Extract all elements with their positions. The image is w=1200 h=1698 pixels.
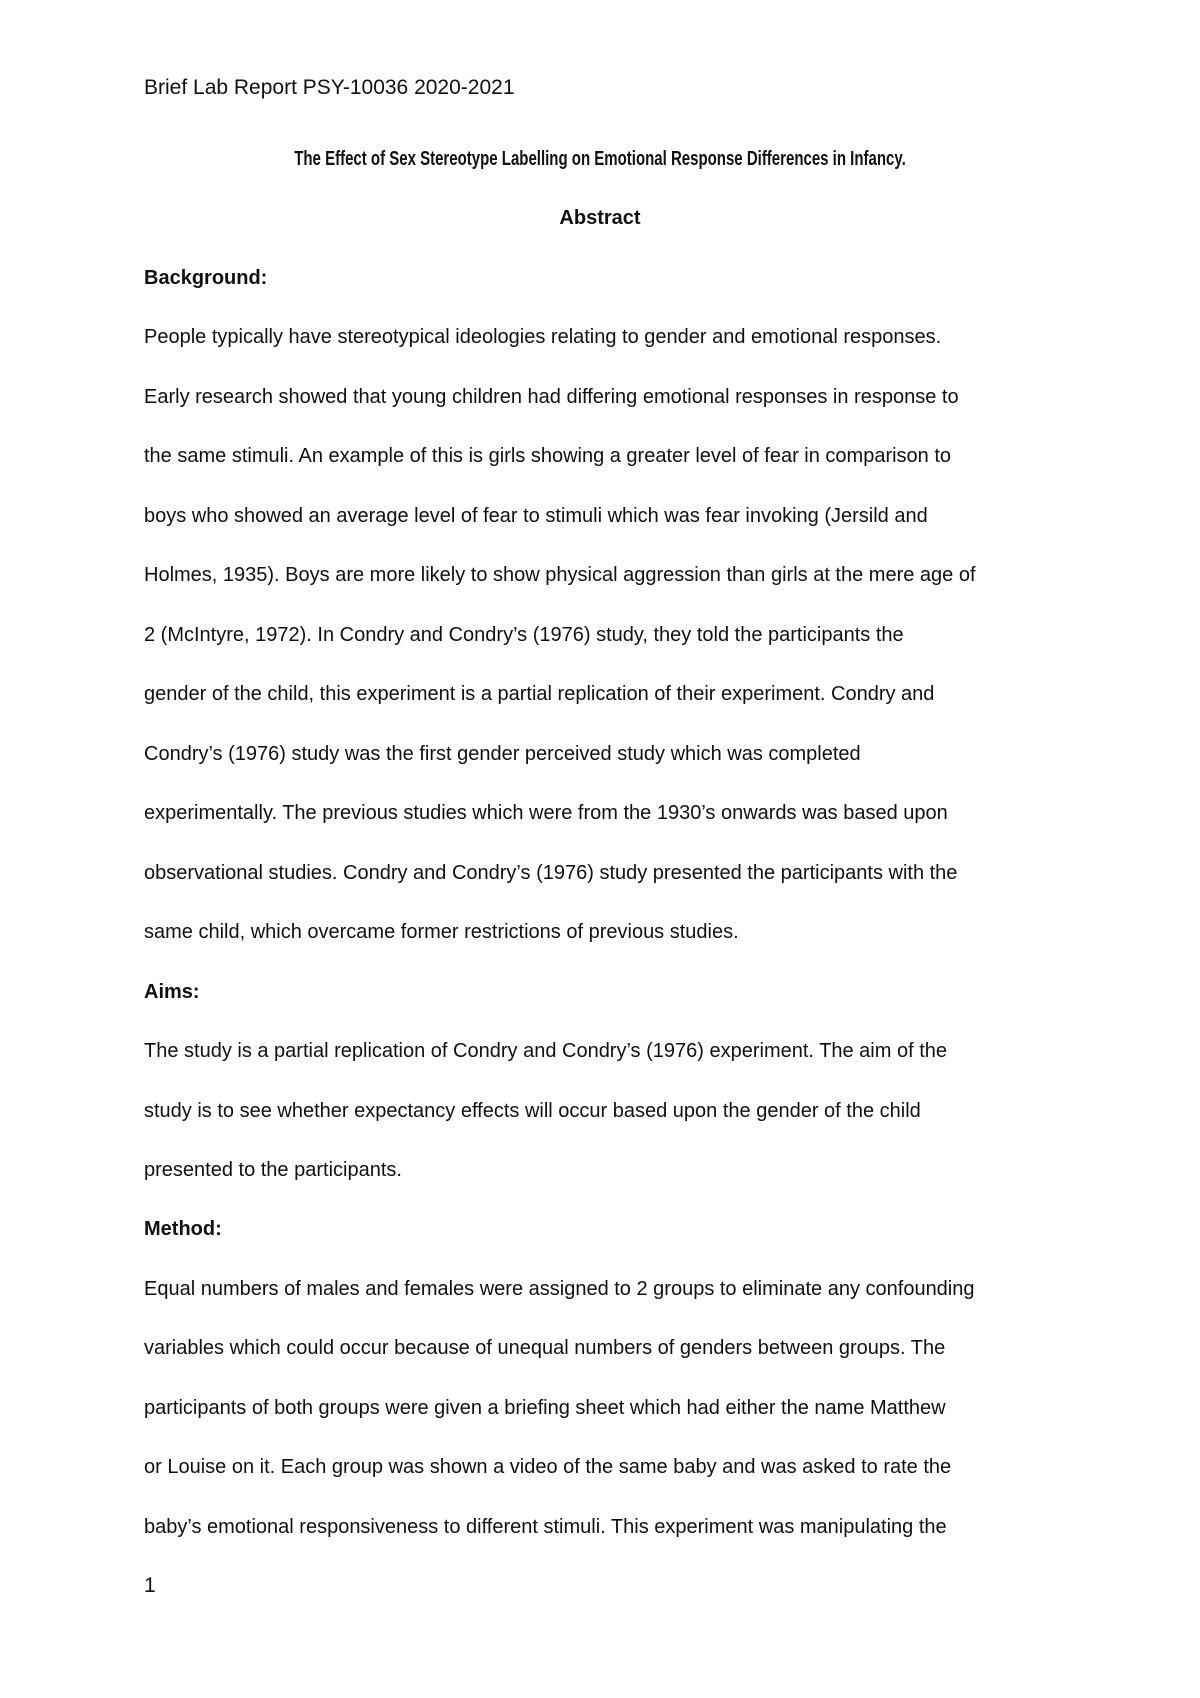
running-header: Brief Lab Report PSY-10036 2020-2021	[144, 76, 515, 99]
paragraph-line: presented to the participants.	[144, 1159, 402, 1181]
paragraph-line: People typically have stereotypical ideologies relating to gender and emotional responses.	[144, 326, 942, 348]
section-heading-method: Method:	[144, 1218, 222, 1240]
paragraph-line: The study is a partial replication of Condry and Condry’s (1976) experiment. The aim of the	[144, 1040, 948, 1062]
paragraph-line: participants of both groups were given a briefing sheet which had either the name Matthew	[144, 1397, 946, 1419]
report-title: The Effect of Sex Stereotype Labelling on Emotional Response Differences in Infancy.	[294, 148, 906, 170]
paragraph-line: baby’s emotional responsiveness to different stimuli. This experiment was manipulating the	[144, 1516, 947, 1538]
paragraph-line: Equal numbers of males and females were assigned to 2 groups to eliminate any confounding	[144, 1278, 975, 1300]
paragraph-line: Holmes, 1935). Boys are more likely to show physical aggression than girls at the mere age of	[144, 564, 976, 586]
paragraph-line: or Louise on it. Each group was shown a video of the same baby and was asked to rate the	[144, 1456, 952, 1478]
section-heading-aims: Aims:	[144, 981, 200, 1003]
section-heading-background: Background:	[144, 267, 268, 289]
page-number: 1	[144, 1574, 156, 1597]
paragraph-line: Condry’s (1976) study was the first gender perceived study which was completed	[144, 743, 861, 765]
paragraph-line: observational studies. Condry and Condry’s (1976) study presented the participants with the	[144, 862, 958, 884]
abstract-heading: Abstract	[559, 207, 641, 229]
paragraph-line: Early research showed that young children had differing emotional responses in response to	[144, 386, 959, 408]
paragraph-line: experimentally. The previous studies which were from the 1930’s onwards was based upon	[144, 802, 948, 824]
paragraph-line: variables which could occur because of unequal numbers of genders between groups. The	[144, 1337, 946, 1359]
paragraph-line: gender of the child, this experiment is a partial replication of their experiment. Condry and	[144, 683, 935, 705]
paragraph-line: the same stimuli. An example of this is girls showing a greater level of fear in comparison to	[144, 445, 952, 467]
paragraph-line: study is to see whether expectancy effects will occur based upon the gender of the child	[144, 1100, 921, 1122]
paragraph-line: same child, which overcame former restrictions of previous studies.	[144, 921, 739, 943]
paragraph-line: boys who showed an average level of fear to stimuli which was fear invoking (Jersild and	[144, 505, 928, 527]
paragraph-line: 2 (McIntyre, 1972). In Condry and Condry’s (1976) study, they told the participants the	[144, 624, 904, 646]
